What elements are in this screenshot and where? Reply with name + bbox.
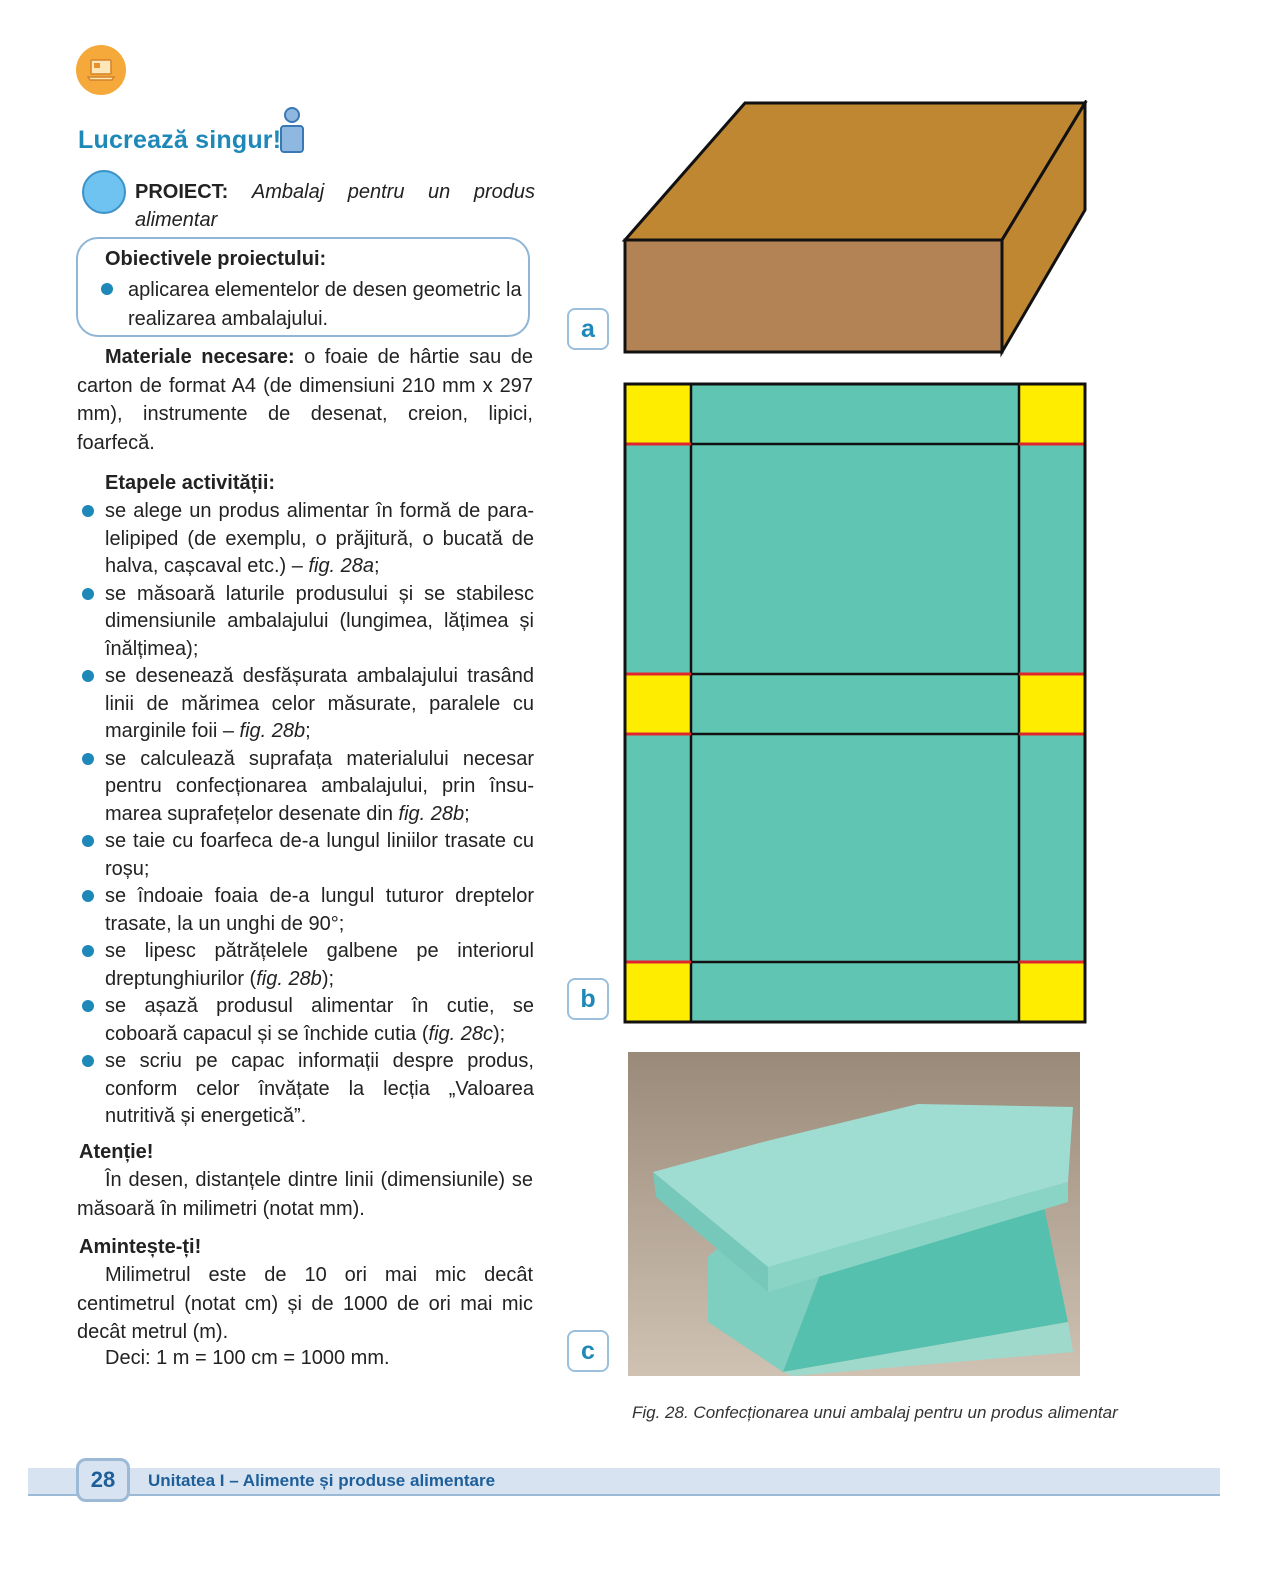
figure-ref: fig. 28b	[256, 967, 322, 990]
yellow-corner	[625, 384, 691, 444]
step-bullet	[82, 1000, 94, 1012]
objectives-title: Obiectivele proiectului:	[105, 248, 327, 270]
steps-title: Etapele activității:	[105, 472, 276, 494]
list-item	[78, 581, 534, 664]
list-item	[78, 883, 534, 938]
remember-text: Milimetrul este de 10 ori mai mic decât centimetrul (notat cm) și de 1000 de ori mai mic decât metrul (m).	[77, 1264, 533, 1343]
section-title: Lucrează singur!	[78, 126, 282, 154]
step-text: se calculează suprafața materialului necesar pentru confecționarea ambalajului, prin însu-marea suprafețelor desenate din	[105, 747, 534, 825]
box-front-face	[625, 240, 1002, 352]
remember-formula: Deci: 1 m = 100 cm = 1000 mm.	[105, 1347, 390, 1369]
materials-label: Materiale necesare:	[105, 346, 295, 368]
attention-title: Atenție!	[79, 1141, 154, 1163]
step-bullet	[82, 945, 94, 957]
figure-b-net	[622, 381, 1088, 1027]
page-number: 28	[76, 1458, 130, 1502]
remember-title: Amintește-ți!	[79, 1236, 202, 1258]
yellow-corner	[625, 674, 691, 734]
laptop-badge	[76, 45, 126, 95]
list-item	[78, 746, 534, 829]
project-label: PROIECT:	[135, 181, 229, 203]
person-icon	[278, 106, 306, 154]
step-bullet	[82, 670, 94, 682]
figure-ref: fig. 28a	[308, 555, 375, 577]
step-tail: );	[321, 967, 335, 990]
materials-text: o foaie de hârtie sau de carton de format A4 (de dimensiuni 210 mm x 297 mm), instrumente de desenat, creion, lipici, foarfecă.	[77, 346, 533, 454]
step-bullet	[82, 890, 94, 902]
figure-a-box	[622, 100, 1088, 358]
yellow-corner	[625, 962, 691, 1022]
figure-ref: fig. 28b	[239, 720, 306, 742]
list-item	[78, 663, 534, 746]
list-item	[78, 498, 534, 581]
figure-ref: fig. 28c	[428, 1022, 493, 1045]
step-text: se lipesc pătrățelele galbene pe interiorul dreptunghiurilor (	[105, 940, 534, 990]
steps-list	[78, 498, 534, 1131]
step-text: se așază produsul alimentar în cutie, se coboară capacul și se închide cutia (	[105, 995, 534, 1045]
objective-item: aplicarea elementelor de desen geometric la realizarea ambalajului.	[128, 279, 522, 330]
yellow-corner	[1019, 962, 1085, 1022]
step-text: se măsoară laturile produsului și se stabilesc dimensiunile ambalajului (lungimea, lățimea și înălțimea);	[105, 582, 534, 660]
step-text: se alege un produs alimentar în formă de para-lelipiped (de exemplu, o prăjitură, o bucată de halva, cașcaval etc.) –	[105, 500, 534, 577]
step-text: se îndoaie foaia de-a lungul tuturor dreptelor trasate, la un unghi de 90°;	[105, 885, 534, 935]
laptop-icon	[86, 57, 116, 83]
materials-paragraph	[77, 343, 533, 457]
list-item	[78, 828, 534, 883]
figure-label-b: b	[567, 978, 609, 1020]
yellow-corner	[1019, 384, 1085, 444]
figure-c-photo	[628, 1052, 1080, 1376]
step-text: se scriu pe capac informații despre produs, conform celor învățate la lecția „Valoarea nutritivă și energetică”.	[105, 1050, 534, 1127]
step-text: se taie cu foarfeca de-a lungul liniilor trasate cu roșu;	[105, 830, 534, 880]
step-tail: ;	[374, 555, 380, 577]
project-circle	[82, 170, 126, 214]
step-bullet	[82, 753, 94, 765]
project-title: Ambalaj pentru un produs alimentar	[135, 181, 535, 231]
list-item	[78, 993, 534, 1048]
figure-ref: fig. 28b	[398, 802, 465, 825]
step-bullet	[82, 1055, 94, 1067]
figure-caption: Fig. 28. Confecționarea unui ambalaj pentru un produs alimentar	[632, 1403, 1118, 1422]
step-bullet	[82, 835, 94, 847]
objective-bullet	[101, 283, 113, 295]
figure-label-a: a	[567, 308, 609, 350]
figure-label-c: c	[567, 1330, 609, 1372]
step-bullet	[82, 505, 94, 517]
list-item	[78, 1048, 534, 1131]
yellow-corner	[1019, 674, 1085, 734]
step-bullet	[82, 588, 94, 600]
unit-title: Unitatea I – Alimente și produse alimentare	[148, 1471, 496, 1490]
step-tail: ;	[464, 802, 470, 825]
step-tail: ;	[305, 720, 311, 742]
step-tail: );	[493, 1022, 506, 1045]
attention-text: În desen, distanțele dintre linii (dimensiunile) se măsoară în milimetri (notat mm).	[77, 1169, 533, 1220]
net-background	[625, 384, 1085, 1022]
list-item	[78, 938, 534, 993]
project-heading	[135, 178, 535, 234]
step-text: se desenează desfășurata ambalajului trasând linii de mărimea celor măsurate, paralele cu marginile foii –	[105, 665, 534, 742]
